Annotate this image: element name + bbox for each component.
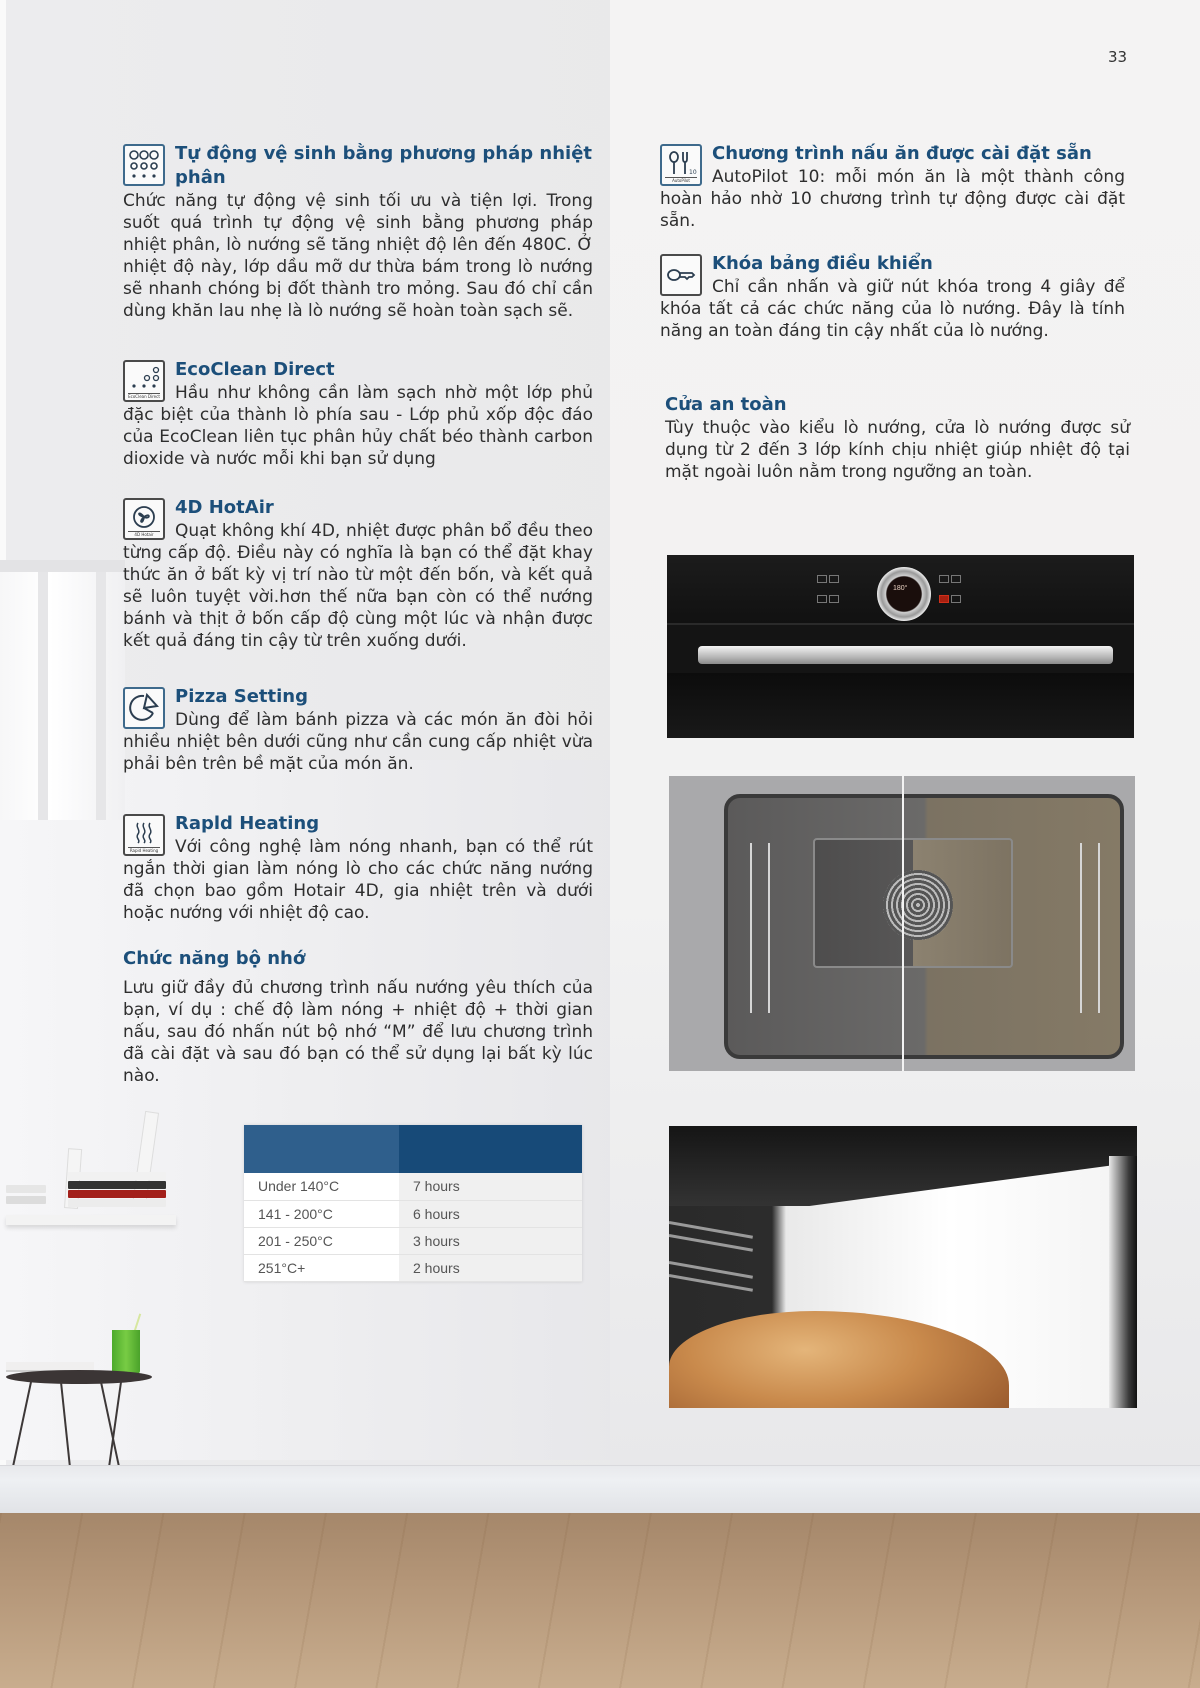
oven-cavity: [724, 794, 1124, 1059]
feature-body: Dùng để làm bánh pizza và các món ăn đòi hỏi nhiều nhiệt bên dưới cũng như cần cung cấp nhiệt vừa phải bên trên bề mặt của món ăn.: [123, 710, 593, 774]
oven-bread-image: [669, 1126, 1137, 1408]
baseboard: [0, 1465, 1200, 1513]
duration-cell: 3 hours: [399, 1227, 582, 1254]
pyrolytic-self-clean-icon: [123, 144, 165, 186]
wood-floor: [0, 1513, 1200, 1688]
window-mullion: [38, 572, 48, 820]
book: [68, 1190, 166, 1198]
duration-cell: 6 hours: [399, 1200, 582, 1227]
feature-title: Cửa an toàn: [665, 394, 787, 415]
feature-title: EcoClean Direct: [175, 359, 335, 380]
key-lock-icon: [660, 254, 702, 296]
icon-caption: EcoClean Direct: [128, 394, 160, 399]
feature-pizza-setting: [123, 685, 593, 775]
panel-button: [951, 595, 961, 603]
panel-button-active: [939, 595, 949, 603]
table-header-cell: [244, 1125, 399, 1173]
convection-fan: [883, 870, 953, 940]
feature-autopilot: [660, 142, 1125, 232]
temperature-cell: 251°C+: [244, 1254, 399, 1281]
control-panel: [667, 555, 1134, 625]
side-rack: [750, 843, 752, 1013]
feature-body: Chỉ cần nhấn và giữ nút khóa trong 4 giây để khóa tất cả các chức năng của lò nướng. Đây là tính năng an toàn đáng tin cậy nhất của lò nướng.: [660, 277, 1125, 341]
wall-shelf: [6, 1215, 176, 1225]
book: [68, 1199, 166, 1207]
page-number: 33: [1108, 48, 1128, 66]
feature-body: Hầu như không cần làm sạch nhờ một lớp phủ đặc biệt của thành lò phía sau - Lớp phủ xốp độc đáo của EcoClean liên tục phân hủy chất béo thành carbon dioxide và nước mỗi khi bạn sử dụng: [123, 383, 593, 469]
background-window: [0, 560, 125, 820]
feature-body: Quạt không khí 4D, nhiệt được phân bổ đều theo từng cấp độ. Điều này có nghĩa là bạn có thể đặt khay thức ăn ở bất kỳ vị trí nào từ một đến bốn, và kết quả sẽ luôn tuyệt vời.hơn thế nữa bạn còn có thể nướng bánh và thịt ở bốn cấp độ cùng một lúc và nhận được kết quả đáng tin cậy từ trên xuống dưới.: [123, 521, 593, 651]
icon-caption: 4D Hotair: [128, 531, 160, 537]
table-header-row: [244, 1125, 582, 1173]
feature-safe-door: [665, 393, 1130, 483]
oven-door-handle: [698, 646, 1113, 664]
feature-memory: [123, 947, 593, 1087]
panel-button: [829, 575, 839, 583]
green-drink-glass: [112, 1330, 140, 1374]
panel-button: [951, 575, 961, 583]
bread-loaf: [669, 1311, 1009, 1408]
dial-display: 180°: [893, 585, 908, 592]
feature-4d-hotair: [123, 496, 593, 652]
feature-title: Chương trình nấu ăn được cài đặt sẵn: [712, 143, 1092, 164]
feature-body: Chức năng tự động vệ sinh tối ưu và tiện lợi. Trong suốt quá trình tự động vệ sinh bằng phương pháp nhiệt phân, lò nướng sẽ tăng nhiệt độ lên đến 480C. Ở nhiệt độ này, lớp dầu mỡ dư thừa bám trong lò nướng sẽ nhanh chóng bị đốt thành tro mỏng. Sau đó chỉ cần dùng khăn lau nhẹ là lò nướng sẽ hoàn toàn sạch sẽ.: [123, 191, 593, 321]
table-header-cell: [399, 1125, 582, 1173]
ecoclean-direct-icon: [123, 360, 165, 402]
book: [68, 1172, 166, 1180]
feature-rapid-heating: [123, 812, 593, 924]
temperature-cell: 141 - 200°C: [244, 1200, 399, 1227]
4d-hotair-fan-icon: [123, 498, 165, 540]
book: [6, 1196, 46, 1204]
table-row: [244, 1227, 582, 1254]
autopilot-10-icon: [660, 144, 702, 186]
feature-title: Khóa bảng điều khiển: [712, 253, 933, 274]
clean-dirty-divider: [902, 776, 904, 1071]
side-rack: [1098, 843, 1100, 1013]
feature-body: Với công nghệ làm nóng nhanh, bạn có thể rút ngắn thời gian làm nóng lò cho các chức năng nướng đã chọn bao gồm Hotair 4D, gia nhiệt trên và dưới hoặc nướng với nhiệt độ cao.: [123, 837, 593, 923]
window-mullion: [96, 572, 106, 820]
icon-caption: Rapid Heating: [129, 848, 159, 853]
duration-cell: 7 hours: [399, 1173, 582, 1200]
feature-body: Tùy thuộc vào kiểu lò nướng, cửa lò nướng được sử dụng từ 2 đến 3 lớp kính chịu nhiệt giúp nhiệt độ tại mặt ngoài luôn nằm trong ngưỡng an toàn.: [665, 418, 1130, 482]
panel-button: [939, 575, 949, 583]
table-row: [244, 1200, 582, 1227]
control-dial: [877, 567, 931, 621]
pizza-setting-icon: [123, 687, 165, 729]
feature-ecoclean: [123, 358, 593, 470]
panel-button: [817, 575, 827, 583]
feature-title: Pizza Setting: [175, 686, 308, 707]
panel-button: [829, 595, 839, 603]
feature-control-lock: [660, 252, 1125, 342]
temperature-cell: Under 140°C: [244, 1173, 399, 1200]
duration-cell: 2 hours: [399, 1254, 582, 1281]
oven-interior-image: [669, 776, 1135, 1071]
oven-front-image: [667, 555, 1134, 738]
table-row: [244, 1173, 582, 1200]
feature-body: Lưu giữ đầy đủ chương trình nấu nướng yêu thích của bạn, ví dụ : chế độ làm nóng + nhiệt độ + thời gian nấu, sau đó nhấn nút bộ nhớ “M” để lưu chương trình đã cài đặt và sau đó bạn có thể sử dụng lại bất kỳ lúc nào.: [123, 978, 593, 1086]
book: [68, 1181, 166, 1189]
oven-door: [667, 673, 1134, 738]
book: [6, 1185, 46, 1193]
temperature-cell: 201 - 250°C: [244, 1227, 399, 1254]
autopilot-number: 10: [689, 169, 697, 176]
icon-caption: AutoPilot: [665, 177, 697, 183]
side-rack: [768, 843, 770, 1013]
temperature-duration-table: [244, 1125, 582, 1282]
side-rack: [1080, 843, 1082, 1013]
feature-pyrolytic: [123, 142, 593, 322]
feature-title: Chức năng bộ nhớ: [123, 948, 306, 969]
feature-title: 4D HotAir: [175, 497, 274, 518]
rapid-heating-icon: [123, 814, 165, 856]
table-row: [244, 1254, 582, 1281]
feature-title: Rapld Heating: [175, 813, 320, 834]
feature-title: Tự động vệ sinh bằng phương pháp nhiệt phân: [175, 143, 593, 188]
panel-button: [817, 595, 827, 603]
feature-body: AutoPilot 10: mỗi món ăn là một thành công hoàn hảo nhờ 10 chương trình tự động được cài đặt sẵn.: [660, 167, 1125, 231]
side-table-top: [6, 1370, 152, 1384]
oven-side-frame: [1109, 1156, 1137, 1408]
oven-ceiling: [669, 1126, 1137, 1206]
